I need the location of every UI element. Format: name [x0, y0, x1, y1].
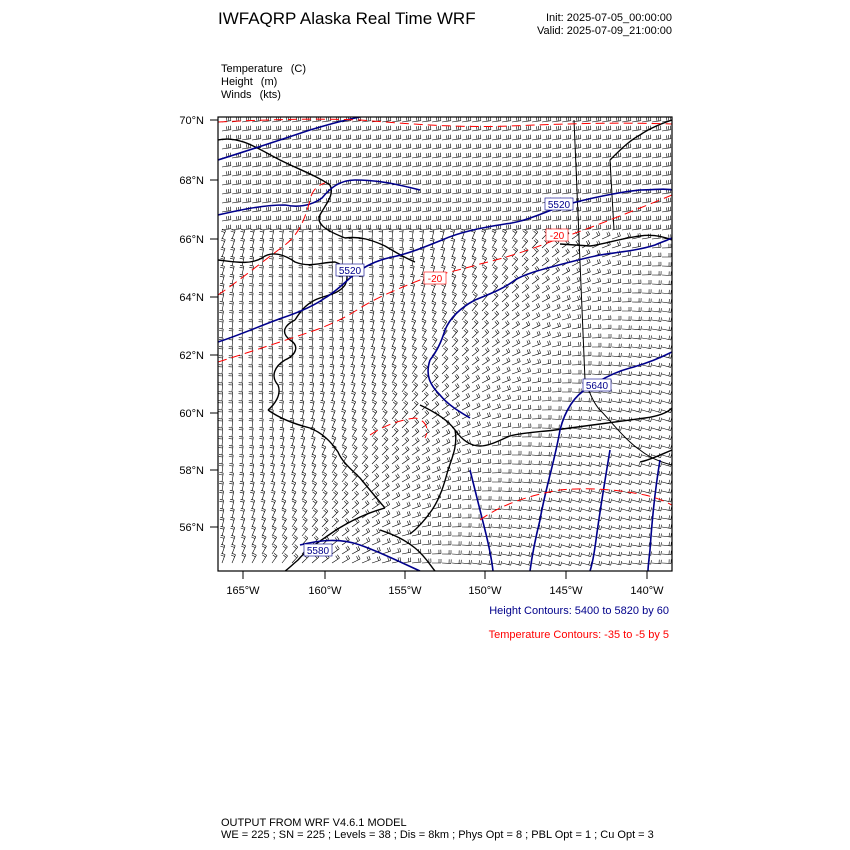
map-content	[218, 117, 672, 575]
lat-ticks	[210, 120, 218, 527]
field-unit: (m)	[260, 76, 278, 88]
height-contours-legend: Height Contours: 5400 to 5820 by 60	[489, 605, 669, 617]
lat-label: 66°N	[179, 234, 204, 246]
temperature-contour-label	[424, 272, 446, 285]
height-contours	[218, 117, 672, 571]
lon-label: 160°W	[308, 585, 342, 597]
lat-label: 68°N	[179, 175, 204, 187]
lat-label: 62°N	[179, 350, 204, 362]
valid-time: Valid: 2025-07-09_21:00:00	[537, 25, 672, 37]
height-contour-label	[336, 264, 364, 277]
height-label-text: 5640	[585, 381, 609, 392]
temperature-label-text: -20	[549, 231, 565, 242]
field-unit: (C)	[290, 63, 307, 75]
field-unit: (kts)	[259, 89, 281, 101]
height-label-text: 5520	[547, 200, 571, 211]
lon-label: 140°W	[630, 585, 664, 597]
field-name: Temperature	[221, 63, 283, 75]
height-contour-label	[304, 544, 332, 557]
temperature-contour-label	[546, 229, 568, 242]
lat-label: 56°N	[179, 522, 204, 534]
height-label-text: 5520	[338, 266, 362, 277]
wind-barbs	[219, 117, 672, 566]
lon-label: 155°W	[388, 585, 422, 597]
model-config-line: WE = 225 ; SN = 225 ; Levels = 38 ; Dis = 8km ; Phys Opt = 8 ; PBL Opt = 1 ; Cu Opt = 3	[221, 829, 654, 841]
lat-label: 64°N	[179, 292, 204, 304]
init-time: Init: 2025-07-05_00:00:00	[546, 12, 672, 24]
lat-label: 58°N	[179, 465, 204, 477]
lat-label: 70°N	[179, 115, 204, 127]
temperature-label-text: -20	[427, 274, 443, 285]
lon-label: 150°W	[468, 585, 502, 597]
height-contour-label	[583, 379, 611, 392]
temperature-contours-legend: Temperature Contours: -35 to -5 by 5	[488, 629, 669, 641]
field-name: Winds	[221, 89, 252, 101]
lon-ticks	[243, 571, 647, 579]
coastline	[218, 120, 672, 575]
map-title: IWFAQRP Alaska Real Time WRF	[218, 9, 476, 28]
lat-label: 60°N	[179, 408, 204, 420]
contour-labels	[304, 198, 611, 557]
field-name: Height	[221, 76, 253, 88]
map-frame	[218, 117, 672, 571]
wind-barb-field	[219, 117, 672, 566]
model-output-line: OUTPUT FROM WRF V4.6.1 MODEL	[221, 817, 407, 829]
lon-label: 165°W	[226, 585, 260, 597]
height-label-text: 5580	[306, 546, 330, 557]
lon-label: 145°W	[549, 585, 583, 597]
height-contour-label	[545, 198, 573, 211]
